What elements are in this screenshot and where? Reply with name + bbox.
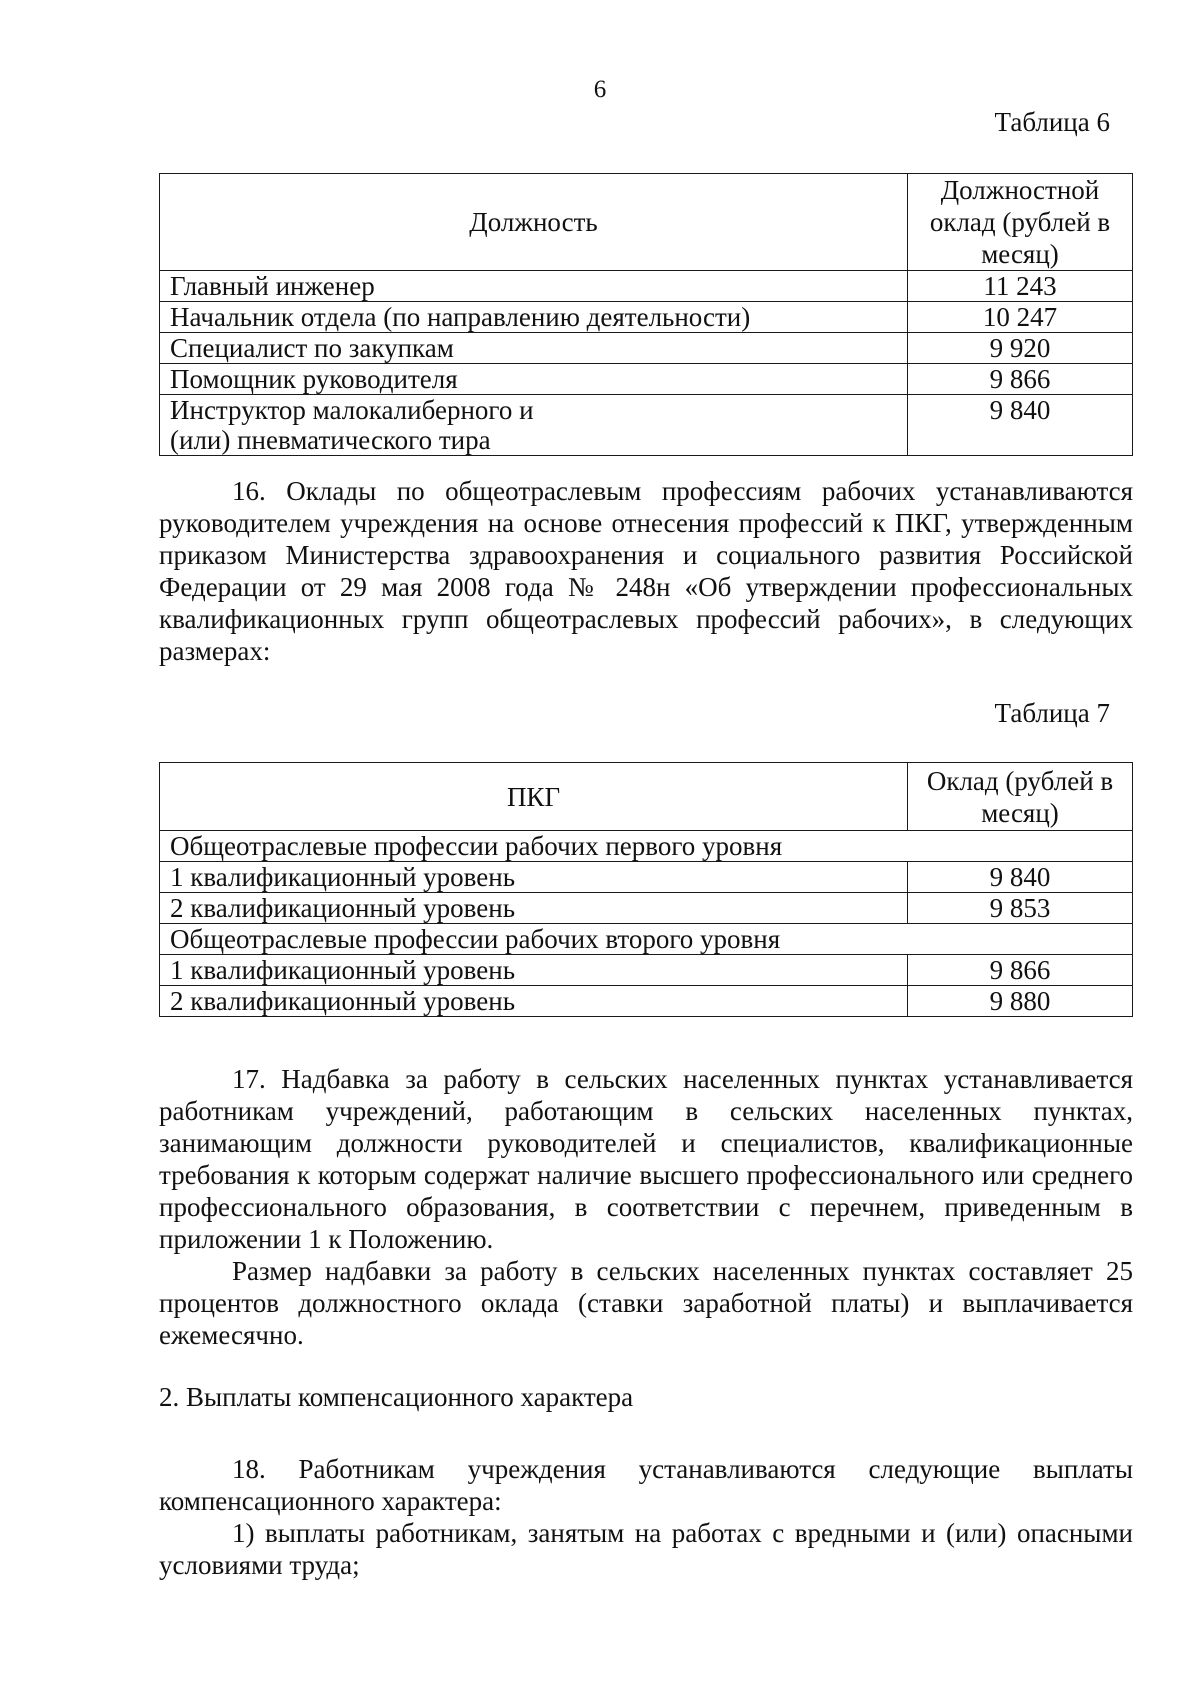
group-label: Общеотраслевые профессии рабочих второго уровня [160, 924, 1133, 955]
salary-cell: 9 853 [908, 893, 1133, 924]
paragraph-18-item-1: 1) выплаты работникам, занятым на работах с вредными и (или) опасными условиями труда; [159, 1518, 1133, 1580]
page-number: 6 [593, 76, 607, 103]
salary-cell: 11 243 [908, 271, 1133, 302]
position-cell: Инструктор малокалиберного и (или) пневматического тира [160, 395, 908, 456]
table-row [160, 333, 1133, 364]
salary-cell: 9 866 [908, 955, 1133, 986]
level-cell: 1 квалификационный уровень [160, 862, 908, 893]
salary-cell: 9 840 [908, 395, 1133, 456]
table-7-header-pkg: ПКГ [160, 763, 908, 831]
group-label: Общеотраслевые профессии рабочих первого уровня [160, 831, 1133, 862]
table-row [160, 893, 1133, 924]
level-cell: 2 квалификационный уровень [160, 986, 908, 1017]
table-6-header-position: Должность [160, 174, 908, 271]
position-cell: Специалист по закупкам [160, 333, 908, 364]
table-row [160, 955, 1133, 986]
table-6-header-salary: Должностной оклад (рублей в месяц) [908, 174, 1133, 271]
paragraph-17: 17. Надбавка за работу в сельских населенных пунктах устанавливается работникам учреждений, работающим в сельских населенных пунктах, занимающим должности руководителей и специалистов, квалификационные требования к которым содержат наличие высшего профессионального или среднего профессионального образования, в соответствии с перечнем, приведенным в приложении 1 к Положению. [159, 1064, 1133, 1254]
table-7-header-salary: Оклад (рублей в месяц) [908, 763, 1133, 831]
salary-cell: 10 247 [908, 302, 1133, 333]
paragraph-17-rate: Размер надбавки за работу в сельских населенных пунктах составляет 25 процентов должностного оклада (ставки заработной платы) и выплачивается ежемесячно. [159, 1256, 1133, 1350]
table-row [160, 395, 1133, 456]
table-7 [159, 762, 1133, 1017]
position-cell: Помощник руководителя [160, 364, 908, 395]
table-row [160, 862, 1133, 893]
table-6 [159, 173, 1133, 456]
table-row [160, 364, 1133, 395]
section-heading: 2. Выплаты компенсационного характера [159, 1382, 634, 1412]
table-group-row [160, 924, 1133, 955]
salary-cell: 9 840 [908, 862, 1133, 893]
paragraph-16: 16. Оклады по общеотраслевым профессиям рабочих устанавливаются руководителем учреждения на основе отнесения профессий к ПКГ, утвержденным приказом Министерства здравоохранения и социального развития Российской Федерации от 29 мая 2008 года № 248н «Об утверждении профессиональных квалификационных групп общеотраслевых профессий рабочих», в следующих размерах: [159, 476, 1133, 666]
paragraph-18: 18. Работникам учреждения устанавливаются следующие выплаты компенсационного характера: [159, 1454, 1133, 1516]
position-cell: Начальник отдела (по направлению деятельности) [160, 302, 908, 333]
table-7-caption: Таблица 7 [994, 698, 1110, 728]
salary-cell: 9 880 [908, 986, 1133, 1017]
table-row [160, 302, 1133, 333]
level-cell: 2 квалификационный уровень [160, 893, 908, 924]
table-group-row [160, 831, 1133, 862]
table-row [160, 271, 1133, 302]
salary-cell: 9 920 [908, 333, 1133, 364]
salary-cell: 9 866 [908, 364, 1133, 395]
level-cell: 1 квалификационный уровень [160, 955, 908, 986]
position-cell: Главный инженер [160, 271, 908, 302]
table-6-caption: Таблица 6 [994, 107, 1110, 137]
table-row [160, 986, 1133, 1017]
